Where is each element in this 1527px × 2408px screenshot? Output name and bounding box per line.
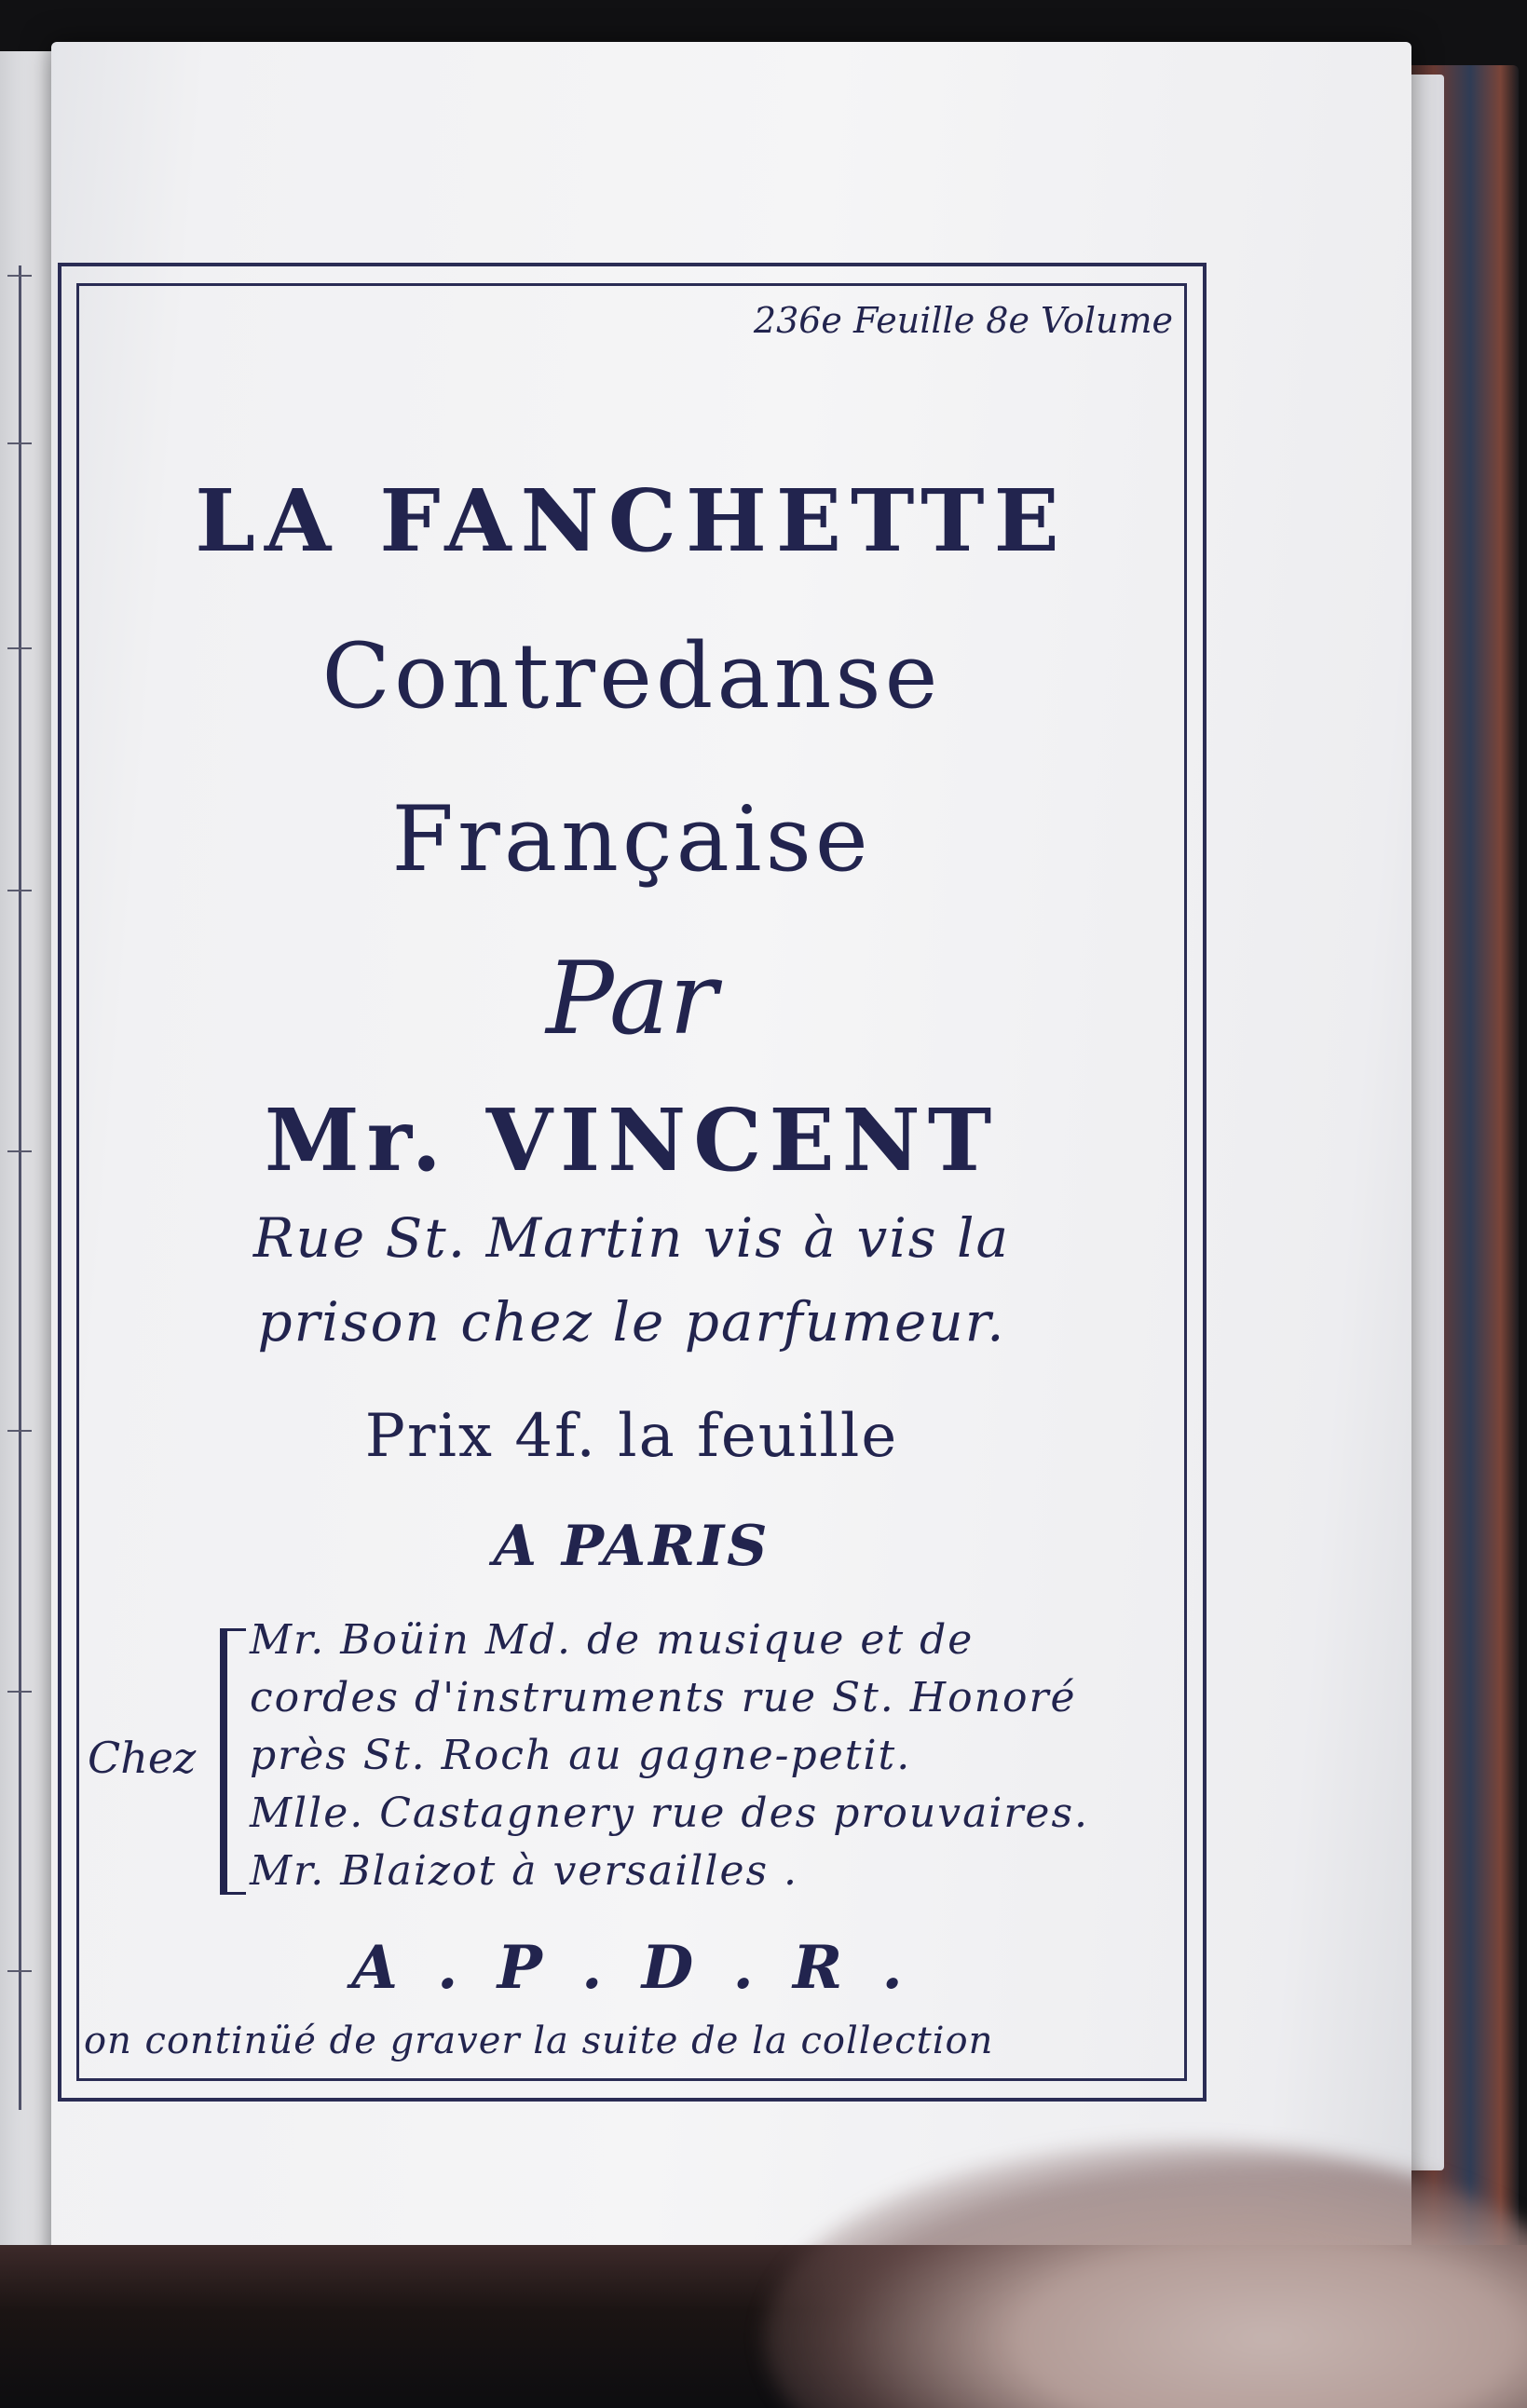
- left-page-rule: [19, 265, 21, 2110]
- left-page-mark: [7, 890, 32, 891]
- place-of-publication: A PARIS: [493, 1514, 770, 1579]
- price: Prix 4f. la feuille: [364, 1402, 899, 1471]
- author-address-line-1: Rue St. Martin vis à vis la: [252, 1206, 1011, 1270]
- by-line: Par: [546, 941, 717, 1057]
- left-page-mark: [7, 1430, 32, 1432]
- sellers-bracket: [220, 1628, 246, 1895]
- seller-line: Mr. Blaizot à versailles .: [250, 1847, 799, 1895]
- seller-line: Mr. Boüin Md. de musique et de: [250, 1616, 975, 1664]
- subtitle-line-2: Française: [391, 787, 872, 891]
- left-page-mark: [7, 1691, 32, 1693]
- author-address-line-2: prison chez le parfumeur.: [257, 1290, 1006, 1354]
- seller-line: cordes d'instruments rue St. Honoré: [250, 1674, 1077, 1721]
- footer-note: on continüé de graver la suite de la collection: [84, 2020, 994, 2062]
- left-page-mark: [7, 1150, 32, 1152]
- volume-reference: 236e Feuille 8e Volume: [753, 300, 1173, 341]
- left-page-mark: [7, 442, 32, 444]
- seller-line: près St. Roch au gagne-petit.: [250, 1732, 912, 1779]
- seller-line: Mlle. Castagnery rue des prouvaires.: [250, 1789, 1090, 1837]
- left-page-mark: [7, 275, 32, 277]
- left-page-mark: [7, 1970, 32, 1972]
- privilege-mark: A . P . D . R .: [351, 1933, 912, 2003]
- author-name: Mr. VINCENT: [264, 1090, 1000, 1190]
- left-page-mark: [7, 647, 32, 649]
- subtitle-line-1: Contredanse: [321, 624, 942, 728]
- sellers-label: Chez: [88, 1733, 197, 1783]
- page-title: LA FANCHETTE: [195, 470, 1069, 571]
